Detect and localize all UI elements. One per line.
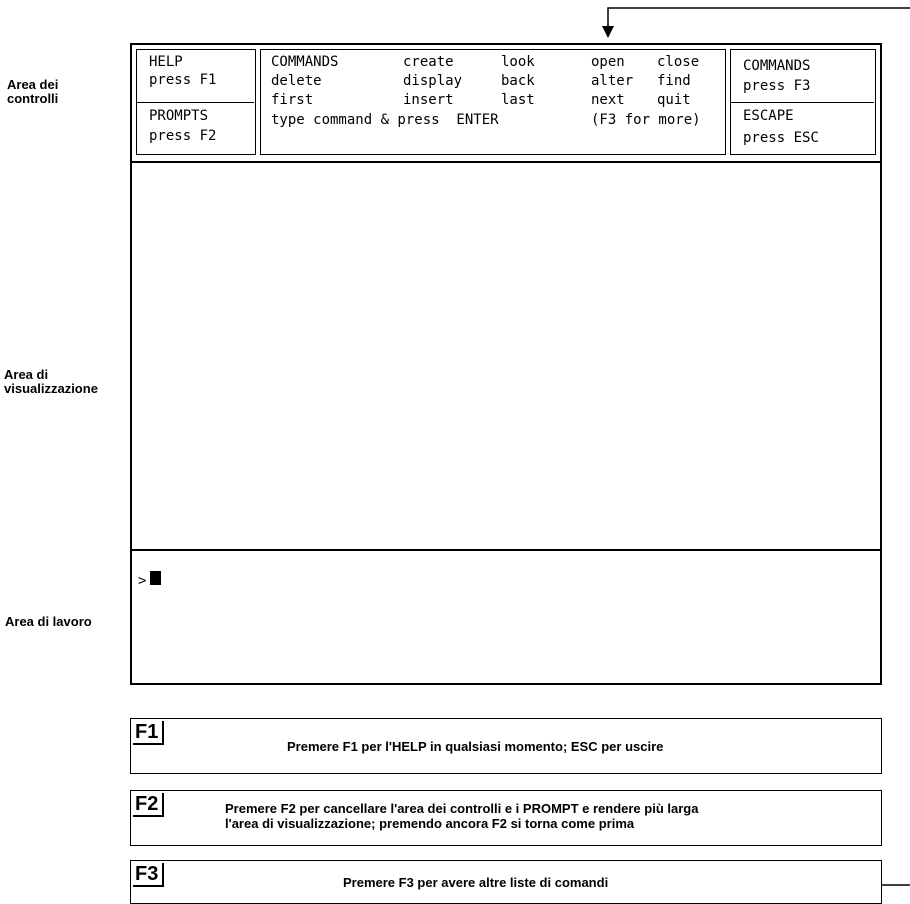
work-area[interactable] — [132, 551, 880, 683]
command-insert[interactable]: insert — [403, 92, 454, 108]
command-instruction: type command & press ENTER — [271, 112, 499, 128]
command-find[interactable]: find — [657, 73, 691, 89]
command-close[interactable]: close — [657, 54, 700, 70]
commands-title-right: COMMANDS — [743, 58, 811, 74]
commands-key[interactable]: press F3 — [743, 78, 811, 94]
command-create[interactable]: create — [403, 54, 454, 70]
f1-box — [130, 718, 882, 774]
control-area — [132, 45, 880, 163]
command-quit[interactable]: quit — [657, 92, 691, 108]
command-prompt: > — [138, 573, 147, 589]
display-area-label: Area di visualizzazione — [4, 367, 98, 396]
command-delete[interactable]: delete — [271, 73, 322, 89]
text-cursor — [150, 571, 161, 585]
f1-description: Premere F1 per l'HELP in qualsiasi momento; ESC per uscire — [287, 739, 664, 754]
prompts-title: PROMPTS — [149, 108, 209, 124]
command-open[interactable]: open — [591, 54, 625, 70]
divider — [731, 102, 874, 103]
f2-box — [130, 790, 882, 846]
control-area-label: Area dei controlli — [7, 77, 59, 106]
f2-key-label: F2 — [133, 793, 164, 817]
commands-escape-panel — [730, 49, 876, 155]
escape-title: ESCAPE — [743, 108, 794, 124]
f3-box — [130, 860, 882, 904]
command-next[interactable]: next — [591, 92, 625, 108]
command-alter[interactable]: alter — [591, 73, 634, 89]
help-key[interactable]: press F1 — [149, 72, 217, 88]
work-area-label: Area di lavoro — [5, 614, 92, 629]
escape-key[interactable]: press ESC — [743, 130, 819, 146]
arrow-connector-bottom — [882, 868, 910, 888]
f3-key-label: F3 — [133, 863, 164, 887]
help-prompt-panel — [136, 49, 256, 155]
divider — [137, 102, 254, 103]
commands-panel — [260, 49, 726, 155]
prompts-key[interactable]: press F2 — [149, 128, 217, 144]
command-first[interactable]: first — [271, 92, 314, 108]
command-look[interactable]: look — [501, 54, 535, 70]
command-back[interactable]: back — [501, 73, 535, 89]
f1-key-label: F1 — [133, 721, 164, 745]
f3-description: Premere F3 per avere altre liste di comandi — [343, 875, 609, 890]
display-area — [132, 163, 880, 551]
f2-description: Premere F2 per cancellare l'area dei controlli e i PROMPT e rendere più larga l'area di visualizzazione; premendo ancora F2 si torna come prima — [225, 801, 699, 831]
arrow-connector-top — [590, 0, 910, 40]
command-last[interactable]: last — [501, 92, 535, 108]
help-title: HELP — [149, 54, 183, 70]
commands-title: COMMANDS — [271, 54, 339, 70]
command-display[interactable]: display — [403, 73, 463, 89]
more-commands-hint: (F3 for more) — [591, 112, 701, 128]
terminal-screen — [130, 43, 882, 685]
